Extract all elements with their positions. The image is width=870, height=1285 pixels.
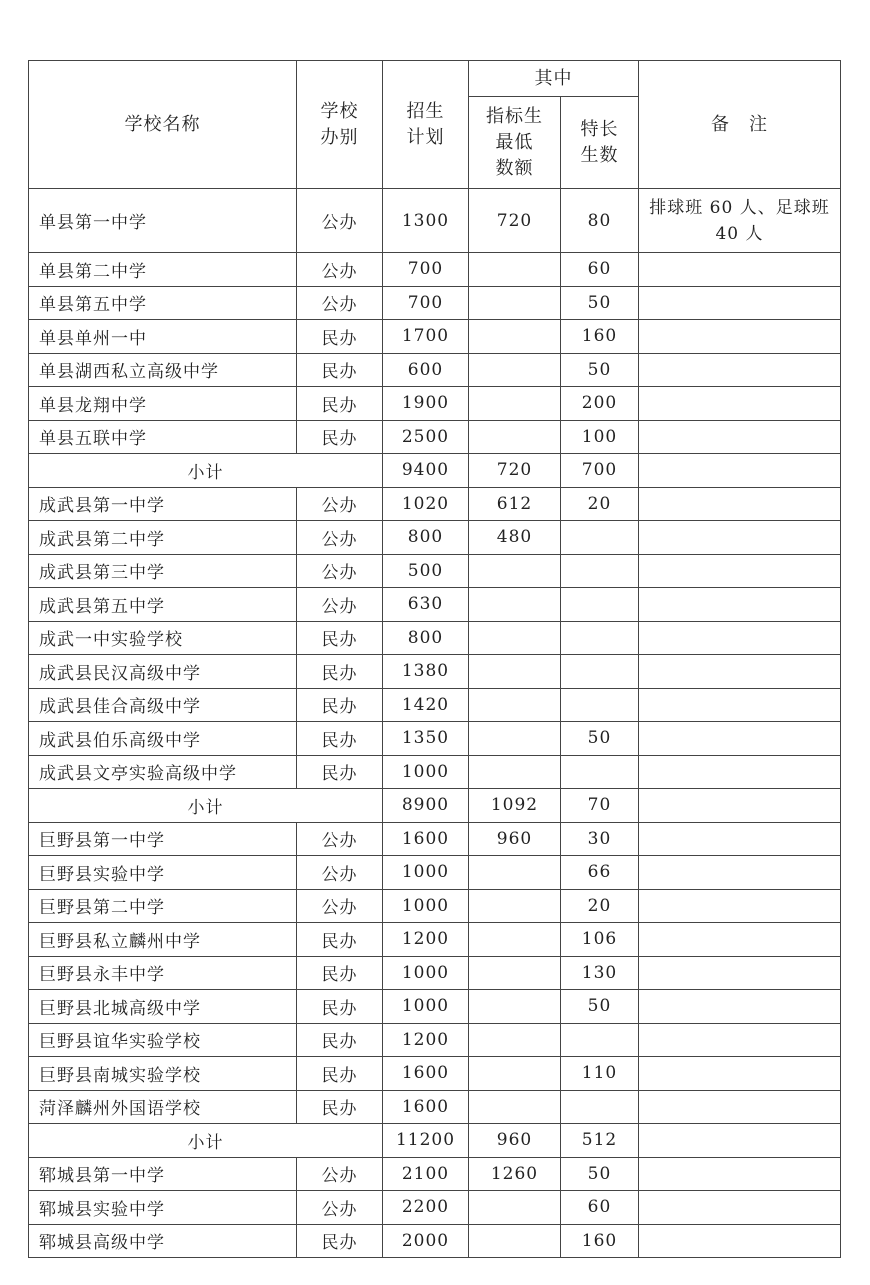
school-name-cell: 巨野县北城高级中学 — [29, 990, 297, 1024]
header-enroll-plan: 招生 计划 — [383, 61, 469, 189]
quota-cell: 720 — [469, 189, 561, 253]
quota-cell: 480 — [469, 521, 561, 555]
quota-cell — [469, 1023, 561, 1057]
remarks-cell — [639, 621, 841, 655]
enroll-plan-cell: 1900 — [383, 387, 469, 421]
school-name-cell: 成武县民汉高级中学 — [29, 655, 297, 689]
remarks-cell — [639, 320, 841, 354]
table-row — [29, 253, 841, 287]
school-type-cell: 公办 — [297, 189, 383, 253]
special-cell: 70 — [561, 789, 639, 823]
special-cell: 60 — [561, 1191, 639, 1225]
school-type-cell: 民办 — [297, 320, 383, 354]
school-type-cell: 民办 — [297, 923, 383, 957]
school-name-cell: 巨野县第一中学 — [29, 822, 297, 856]
school-type-cell: 民办 — [297, 621, 383, 655]
remarks-cell — [639, 353, 841, 387]
table-body — [29, 189, 841, 1258]
school-name-cell: 成武县伯乐高级中学 — [29, 722, 297, 756]
school-type-cell: 公办 — [297, 822, 383, 856]
school-type-cell: 公办 — [297, 856, 383, 890]
table-row — [29, 353, 841, 387]
subtotal-row — [29, 1124, 841, 1158]
remarks-cell — [639, 1124, 841, 1158]
quota-cell — [469, 889, 561, 923]
school-type-cell: 民办 — [297, 755, 383, 789]
school-type-cell: 民办 — [297, 722, 383, 756]
school-name-cell: 单县湖西私立高级中学 — [29, 353, 297, 387]
special-cell: 100 — [561, 420, 639, 454]
special-cell: 66 — [561, 856, 639, 890]
quota-cell — [469, 956, 561, 990]
subtotal-row — [29, 454, 841, 488]
enroll-plan-cell: 2000 — [383, 1224, 469, 1258]
table-row — [29, 189, 841, 253]
school-type-cell: 民办 — [297, 655, 383, 689]
school-name-cell: 成武一中实验学校 — [29, 621, 297, 655]
remarks-cell — [639, 1023, 841, 1057]
special-cell: 160 — [561, 1224, 639, 1258]
header-school-name: 学校名称 — [29, 61, 297, 189]
enroll-plan-cell: 1200 — [383, 1023, 469, 1057]
remarks-cell — [639, 253, 841, 287]
school-type-cell: 民办 — [297, 1057, 383, 1091]
school-type-cell: 公办 — [297, 253, 383, 287]
quota-cell — [469, 755, 561, 789]
special-cell: 200 — [561, 387, 639, 421]
school-name-cell: 单县五联中学 — [29, 420, 297, 454]
special-cell — [561, 1023, 639, 1057]
enroll-plan-cell: 800 — [383, 521, 469, 555]
remarks-cell — [639, 722, 841, 756]
school-name-cell: 郓城县第一中学 — [29, 1157, 297, 1191]
subtotal-label: 小计 — [29, 1124, 383, 1158]
school-name-cell: 成武县第一中学 — [29, 487, 297, 521]
remarks-cell — [639, 755, 841, 789]
remarks-cell — [639, 1157, 841, 1191]
school-name-cell: 单县单州一中 — [29, 320, 297, 354]
table-row — [29, 1191, 841, 1225]
school-type-cell: 民办 — [297, 688, 383, 722]
enroll-plan-cell: 1600 — [383, 1090, 469, 1124]
special-cell: 700 — [561, 454, 639, 488]
special-cell: 512 — [561, 1124, 639, 1158]
special-cell — [561, 1090, 639, 1124]
school-name-cell: 单县龙翔中学 — [29, 387, 297, 421]
special-cell — [561, 521, 639, 555]
table-row — [29, 1090, 841, 1124]
table-header — [29, 61, 841, 189]
remarks-cell — [639, 822, 841, 856]
quota-cell — [469, 420, 561, 454]
enroll-plan-cell: 1000 — [383, 889, 469, 923]
subtotal-label: 小计 — [29, 454, 383, 488]
table-row — [29, 722, 841, 756]
enroll-plan-cell: 1020 — [383, 487, 469, 521]
quota-cell — [469, 1090, 561, 1124]
enroll-plan-cell: 1380 — [383, 655, 469, 689]
enroll-plan-cell: 8900 — [383, 789, 469, 823]
special-cell — [561, 755, 639, 789]
subtotal-label: 小计 — [29, 789, 383, 823]
quota-cell — [469, 554, 561, 588]
subtotal-row — [29, 789, 841, 823]
school-type-cell: 民办 — [297, 420, 383, 454]
school-type-cell: 公办 — [297, 286, 383, 320]
school-name-cell: 郓城县高级中学 — [29, 1224, 297, 1258]
school-type-cell: 公办 — [297, 588, 383, 622]
school-name-cell: 巨野县谊华实验学校 — [29, 1023, 297, 1057]
header-quota-min: 指标生 最低 数额 — [469, 97, 561, 189]
quota-cell — [469, 1057, 561, 1091]
quota-cell: 1092 — [469, 789, 561, 823]
enroll-plan-cell: 2200 — [383, 1191, 469, 1225]
special-cell — [561, 655, 639, 689]
table-row — [29, 1023, 841, 1057]
quota-cell: 720 — [469, 454, 561, 488]
school-name-cell: 成武县第五中学 — [29, 588, 297, 622]
remarks-cell — [639, 889, 841, 923]
remarks-cell — [639, 990, 841, 1024]
table-row — [29, 655, 841, 689]
table-row — [29, 1157, 841, 1191]
quota-cell — [469, 1224, 561, 1258]
school-type-cell: 公办 — [297, 521, 383, 555]
special-cell — [561, 621, 639, 655]
enroll-plan-cell: 1000 — [383, 755, 469, 789]
enroll-plan-cell: 700 — [383, 253, 469, 287]
quota-cell: 960 — [469, 822, 561, 856]
remarks-cell — [639, 856, 841, 890]
remarks-cell — [639, 554, 841, 588]
school-name-cell: 菏泽麟州外国语学校 — [29, 1090, 297, 1124]
remarks-cell — [639, 454, 841, 488]
special-cell — [561, 588, 639, 622]
enroll-plan-cell: 1000 — [383, 990, 469, 1024]
school-name-cell: 巨野县实验中学 — [29, 856, 297, 890]
special-cell: 50 — [561, 990, 639, 1024]
enroll-plan-cell: 600 — [383, 353, 469, 387]
enroll-plan-cell: 9400 — [383, 454, 469, 488]
table-row — [29, 588, 841, 622]
school-name-cell: 巨野县南城实验学校 — [29, 1057, 297, 1091]
remarks-cell — [639, 1057, 841, 1091]
quota-cell — [469, 722, 561, 756]
enroll-plan-cell: 1600 — [383, 822, 469, 856]
school-type-cell: 民办 — [297, 387, 383, 421]
special-cell — [561, 688, 639, 722]
quota-cell: 960 — [469, 1124, 561, 1158]
school-type-cell: 民办 — [297, 1090, 383, 1124]
special-cell: 160 — [561, 320, 639, 354]
remarks-cell — [639, 1191, 841, 1225]
special-cell: 20 — [561, 889, 639, 923]
quota-cell — [469, 856, 561, 890]
enroll-plan-cell: 1000 — [383, 956, 469, 990]
quota-cell — [469, 621, 561, 655]
quota-cell — [469, 688, 561, 722]
enroll-plan-cell: 1600 — [383, 1057, 469, 1091]
enroll-plan-cell: 1700 — [383, 320, 469, 354]
school-name-cell: 成武县第二中学 — [29, 521, 297, 555]
school-type-cell: 民办 — [297, 956, 383, 990]
remarks-cell — [639, 487, 841, 521]
special-cell: 80 — [561, 189, 639, 253]
remarks-cell: 排球班 60 人、足球班 40 人 — [639, 189, 841, 253]
header-remarks: 备 注 — [639, 61, 841, 189]
school-type-cell: 民办 — [297, 353, 383, 387]
school-type-cell: 民办 — [297, 990, 383, 1024]
quota-cell — [469, 1191, 561, 1225]
school-name-cell: 巨野县永丰中学 — [29, 956, 297, 990]
school-type-cell: 公办 — [297, 1157, 383, 1191]
special-cell: 50 — [561, 1157, 639, 1191]
table-row — [29, 554, 841, 588]
table-row — [29, 856, 841, 890]
table-row — [29, 420, 841, 454]
remarks-cell — [639, 956, 841, 990]
special-cell: 110 — [561, 1057, 639, 1091]
special-cell: 30 — [561, 822, 639, 856]
special-cell: 20 — [561, 487, 639, 521]
remarks-cell — [639, 521, 841, 555]
school-type-cell: 公办 — [297, 487, 383, 521]
enroll-plan-cell: 700 — [383, 286, 469, 320]
table-row — [29, 822, 841, 856]
school-type-cell: 公办 — [297, 1191, 383, 1225]
remarks-cell — [639, 1224, 841, 1258]
school-name-cell: 郓城县实验中学 — [29, 1191, 297, 1225]
school-name-cell: 单县第二中学 — [29, 253, 297, 287]
special-cell: 50 — [561, 722, 639, 756]
quota-cell — [469, 353, 561, 387]
enroll-plan-cell: 2100 — [383, 1157, 469, 1191]
quota-cell — [469, 320, 561, 354]
enroll-plan-cell: 1350 — [383, 722, 469, 756]
school-name-cell: 巨野县第二中学 — [29, 889, 297, 923]
remarks-cell — [639, 588, 841, 622]
enrollment-plan-table — [28, 60, 841, 1258]
enroll-plan-cell: 500 — [383, 554, 469, 588]
remarks-cell — [639, 655, 841, 689]
enroll-plan-cell: 11200 — [383, 1124, 469, 1158]
school-name-cell: 成武县第三中学 — [29, 554, 297, 588]
header-school-type: 学校 办别 — [297, 61, 383, 189]
table-row — [29, 1224, 841, 1258]
school-type-cell: 公办 — [297, 554, 383, 588]
enroll-plan-cell: 1420 — [383, 688, 469, 722]
remarks-cell — [639, 923, 841, 957]
special-cell: 60 — [561, 253, 639, 287]
remarks-cell — [639, 420, 841, 454]
quota-cell — [469, 253, 561, 287]
quota-cell: 612 — [469, 487, 561, 521]
quota-cell — [469, 286, 561, 320]
school-name-cell: 成武县文亭实验高级中学 — [29, 755, 297, 789]
table-row — [29, 487, 841, 521]
table-row — [29, 889, 841, 923]
quota-cell — [469, 387, 561, 421]
table-row — [29, 755, 841, 789]
quota-cell — [469, 923, 561, 957]
table-row — [29, 923, 841, 957]
quota-cell — [469, 990, 561, 1024]
table-row — [29, 521, 841, 555]
table-row — [29, 621, 841, 655]
special-cell — [561, 554, 639, 588]
header-special-count: 特长 生数 — [561, 97, 639, 189]
school-type-cell: 公办 — [297, 889, 383, 923]
enroll-plan-cell: 630 — [383, 588, 469, 622]
school-type-cell: 民办 — [297, 1023, 383, 1057]
remarks-cell — [639, 387, 841, 421]
table-row — [29, 1057, 841, 1091]
table-row — [29, 286, 841, 320]
enroll-plan-cell: 1000 — [383, 856, 469, 890]
school-name-cell: 单县第一中学 — [29, 189, 297, 253]
special-cell: 106 — [561, 923, 639, 957]
remarks-cell — [639, 286, 841, 320]
special-cell: 50 — [561, 353, 639, 387]
header-group-among: 其中 — [469, 61, 639, 97]
school-type-cell: 民办 — [297, 1224, 383, 1258]
quota-cell — [469, 655, 561, 689]
special-cell: 50 — [561, 286, 639, 320]
enroll-plan-cell: 2500 — [383, 420, 469, 454]
school-name-cell: 巨野县私立麟州中学 — [29, 923, 297, 957]
remarks-cell — [639, 1090, 841, 1124]
quota-cell: 1260 — [469, 1157, 561, 1191]
enroll-plan-cell: 1300 — [383, 189, 469, 253]
table-row — [29, 387, 841, 421]
school-name-cell: 成武县佳合高级中学 — [29, 688, 297, 722]
table-row — [29, 320, 841, 354]
school-name-cell: 单县第五中学 — [29, 286, 297, 320]
enroll-plan-cell: 800 — [383, 621, 469, 655]
table-row — [29, 956, 841, 990]
special-cell: 130 — [561, 956, 639, 990]
remarks-cell — [639, 688, 841, 722]
enroll-plan-cell: 1200 — [383, 923, 469, 957]
remarks-cell — [639, 789, 841, 823]
quota-cell — [469, 588, 561, 622]
table-row — [29, 688, 841, 722]
table-row — [29, 990, 841, 1024]
